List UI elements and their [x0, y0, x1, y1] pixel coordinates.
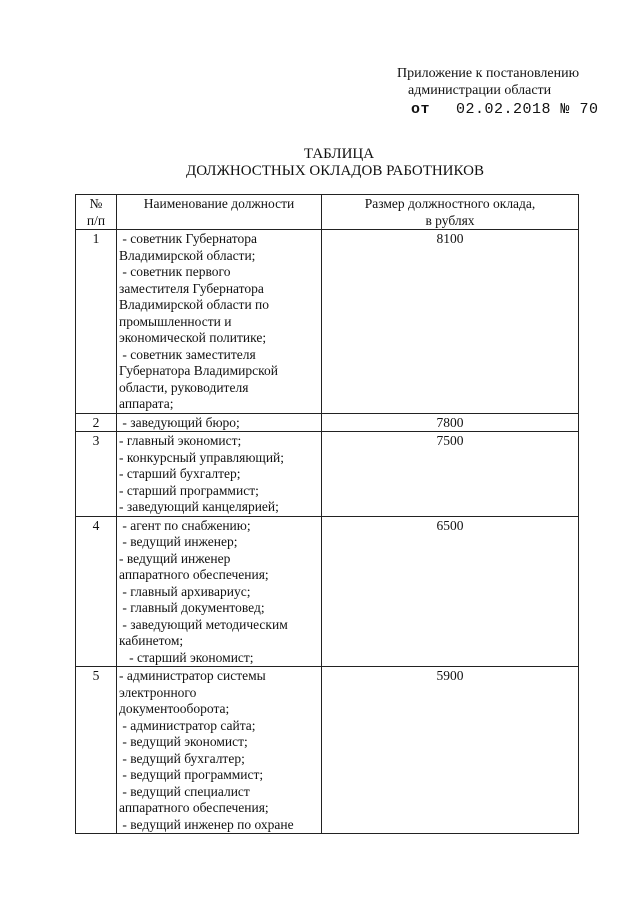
position-line: - администратор сайта; [119, 717, 256, 733]
salary-value: 6500 [322, 516, 579, 667]
position-line: экономической политике; [119, 330, 267, 345]
position-names [117, 667, 322, 834]
position-line: документооборота; [119, 701, 230, 716]
row-number: 1 [76, 230, 117, 414]
decree-reference [397, 101, 599, 118]
column-header-position: Наименование должности [117, 195, 322, 230]
position-line: - ведущий бухгалтер; [119, 750, 245, 766]
position-line: области, руководителя [119, 379, 249, 395]
salary-value: 8100 [322, 230, 579, 414]
document-title [0, 146, 640, 180]
appendix-header [397, 65, 599, 118]
appendix-line-2: администрации области [408, 83, 552, 98]
column-header-salary-line-2: в рублях [425, 212, 475, 228]
position-line: заместителя Губернатора [119, 280, 264, 296]
column-header-salary-line-1: Размер должностного оклада, [364, 196, 536, 211]
position-line: Владимирской области; [119, 247, 256, 263]
position-line: - ведущий инженер; [119, 534, 238, 549]
position-line: - старший экономист; [119, 649, 254, 665]
position-line: - советник первого [119, 264, 231, 279]
row-number: 4 [76, 516, 117, 667]
appendix-line-1: Приложение к постановлению [397, 66, 580, 81]
position-line: - ведущий экономист; [119, 734, 248, 749]
position-names [117, 516, 322, 667]
table-body [76, 230, 579, 834]
position-line: Владимирской области по [119, 297, 270, 312]
position-line: - ведущий специалист [119, 783, 250, 799]
salary-table [75, 194, 579, 834]
column-header-number-line-2: п/п [86, 212, 106, 228]
table-row [76, 230, 579, 414]
position-line: - заведующий методическим [119, 616, 288, 632]
position-line: - ведущий программист; [119, 767, 264, 782]
position-line: - главный документовед; [119, 600, 265, 615]
table-row [76, 413, 579, 432]
salary-value: 7800 [322, 413, 579, 432]
position-names [117, 432, 322, 517]
position-line: - старший бухгалтер; [119, 466, 241, 481]
decree-prefix: от [411, 101, 431, 118]
position-line: аппарата; [119, 396, 174, 411]
table-row [76, 667, 579, 834]
column-header-salary [322, 195, 579, 230]
column-header-number [76, 195, 117, 230]
position-line: аппаратного обеспечения; [119, 567, 269, 582]
position-line: промышленности и [119, 313, 232, 329]
position-line: - агент по снабжению; [119, 517, 251, 533]
position-names [117, 413, 322, 432]
table-row [76, 516, 579, 667]
column-header-number-line-1: № [89, 196, 103, 211]
position-line: - главный экономист; [119, 433, 242, 448]
position-names [117, 230, 322, 414]
position-line: - советник заместителя [119, 346, 256, 362]
position-line: - советник Губернатора [119, 231, 257, 246]
decree-date-number: 02.02.2018 № 70 [456, 101, 599, 118]
title-line-1: ТАБЛИЦА [303, 146, 375, 162]
row-number: 2 [76, 413, 117, 432]
row-number: 5 [76, 667, 117, 834]
position-line: Губернатора Владимирской [119, 363, 278, 378]
position-line: - ведущий инженер [119, 550, 231, 566]
position-line: - главный архивариус; [119, 583, 251, 599]
position-line: аппаратного обеспечения; [119, 800, 269, 815]
position-line: кабинетом; [119, 633, 184, 648]
salary-value: 5900 [322, 667, 579, 834]
position-line: - администратор системы [119, 668, 266, 683]
position-line: электронного [119, 684, 197, 700]
position-line: - старший программист; [119, 482, 259, 498]
table-row [76, 432, 579, 517]
position-line: - заведующий канцелярией; [119, 499, 279, 514]
position-line: - ведущий инженер по охране [119, 816, 294, 832]
position-line: - конкурсный управляющий; [119, 449, 285, 465]
position-line: - заведующий бюро; [119, 414, 240, 430]
salary-value: 7500 [322, 432, 579, 517]
row-number: 3 [76, 432, 117, 517]
table-header-row [76, 195, 579, 230]
title-line-2: ДОЛЖНОСТНЫХ ОКЛАДОВ РАБОТНИКОВ [185, 163, 484, 179]
